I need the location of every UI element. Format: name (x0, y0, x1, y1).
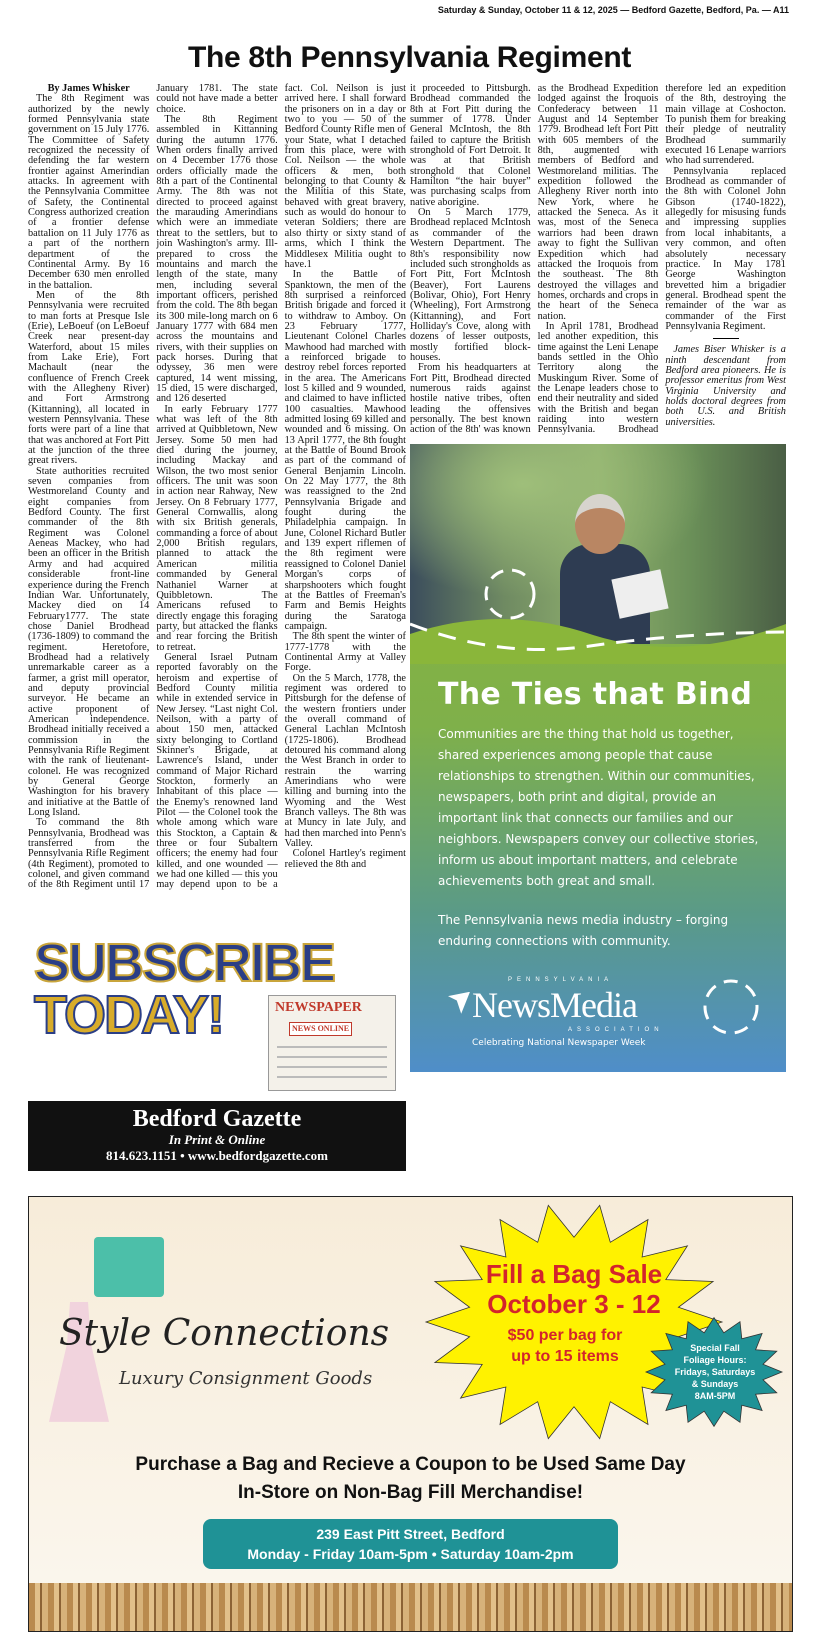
gazette-name: Bedford Gazette (132, 1105, 302, 1132)
newspaper-illustration (268, 995, 396, 1091)
special-hours-line: Foliage Hours: (683, 1354, 747, 1365)
author-bio: James Biser Whisker is a ninth descendant from Bedford area pioneers. He is professor emeritus from West Virginia University and holds doctoral degrees from both U.S. and British universities. (665, 344, 786, 428)
gazette-tagline: In Print & Online (168, 1131, 266, 1147)
article-paragraph: The 8th spent the winter of 1777-1778 with the Continental Army at Valley Forge. (284, 631, 406, 674)
pna-newspaper-week-ad[interactable] (410, 444, 786, 1072)
pna-logo (448, 976, 688, 1052)
logo-name: NewsMedia (472, 984, 637, 1025)
article-paragraph: Colonel Hartley's regiment relieved the 8th and (284, 848, 406, 870)
shopping-bags-strip (29, 1583, 792, 1631)
today-word: TODAY! (34, 984, 224, 1045)
article-paragraph: Pennsylvania replaced Brodhead as commander of the 8th with Colonel John Gibson (1740-1822), allegedly for misusing funds and impressing supplies from local inhabitants, a very common, and often absolutely necessary practice. In May 1781 George Washington brevetted him a brigadier general. Brodhead spent the remainder of the war as commander of the First Pennsylvania Regiment. (665, 165, 786, 332)
upper-page (28, 84, 786, 1171)
article-paragraph: The 8th Regiment assembled in Kittanning during the autumn 1776. When orders finally arrived on 4 December 1776 those orders officially made the 8th a part of the Continental Army. The 8th was not directed to proceed against the marauding Amerindians which were an immediate threat to the settlers, but to join Washington's army. Ill-prepared to cross the mountains and march the length of the state, many men, including several important officers, perished from the cold. The 8th began its 300 mile-long march on 6 January 1777 with 684 men across the mountains and rivers, with their supplies on pack horses. During that odyssey, 36 men were captured, 14 went missing, 15 died, 15 were discharged, and 126 deserted (156, 114, 278, 405)
byline: By James Whisker (47, 83, 130, 94)
sale-title: Fill a Bag Sale (485, 1258, 663, 1289)
limit-line: up to 15 items (511, 1347, 619, 1365)
store-hours: Monday - Friday 10am-5pm • Saturday 10am-2pm (247, 1545, 574, 1562)
article-paragraph: In the Battle of Spanktown, the men of the 8th surprised a reinforced British brigade and forced it to withdraw to Amboy. On 23 February 1777, Lieutenant Colonel Charles Mawhood had marched with a reinforced brigade to destroy rebel forces reported in the area. The Americans lost 5 killed and 9 wounded, and claimed to have inflicted 100 casualties. Mawhood admitted losing 69 killed and wounded and 6 missing. On 13 April 1777, the 8th fought at the Battle of Bound Brook as part of the command of General Benjamin Lincoln. On 22 May 1777, the 8th was reassigned to the 2nd Pennsylvania Brigade and fought during the Philadelphia campaign. In June, Colonel Richard Butler and 139 expert riflemen of the 8th regiment were reassigned to Colonel Daniel Morgan's corps of sharpshooters which fought at the Battles of Freeman's Farm and Bemis Heights during the Saratoga campaign. (284, 269, 406, 632)
news-online-label: NEWS ONLINE (289, 1022, 352, 1036)
article-headline: The 8th Pennsylvania Regiment (187, 41, 632, 74)
left-half (28, 84, 406, 1171)
article-paragraph: From his headquarters at Fort Pitt, Brodhead directed numerous raids against hostile native tribes, often leading the offensives personally. The best known action of the 8th' was known as the Brodhead Expedition lodged against the Iroquois Confederacy between 11 August and 14 September 1779. Brodhead left Fort Pitt with 605 members of the 8th, augmented with members of Bedford and Westmoreland militias. The expedition followed the Allegheny River north into New York, where he attacked the Seneca. As it was, most of the Seneca warriors had been drawn away to fight the Sullivan Expedition which had attacked the Iroquois from the southeast. The 8th destroyed the villages and homes, orchards and crops in the heart of the Seneca nation. (410, 83, 659, 436)
special-hours (660, 1342, 770, 1402)
promo-text (29, 1451, 792, 1507)
sale-price (482, 1325, 648, 1367)
article-paragraph: State authorities recruited seven companies from Westmoreland County and eight companies from Bedford County. The first commander of the 8th Regiment was Colonel Aeneas Mackey, who had been an officer in the British Army and had acquired considerable front-line experience during the French Indian War. Unfortunately, Mackey died on 14 February1777. The state chose Daniel Brodhead (1736-1809) to command the regiment. Heretofore, Brodhead had a relatively unremarkable career as a farmer, a grist mill operator, and deputy provincial surveyor. He became an active proponent of American independence. Brodhead initially received a commission in the Pennsylvania Rifle Regiment with the rank of lieutenant-colonel. He was recognized by General George Washington for his bravery and initiative at the Battle of Long Island. (28, 465, 150, 819)
special-hours-line: Special Fall (690, 1342, 740, 1353)
store-address: 239 East Pitt Street, Bedford (316, 1525, 505, 1542)
article-paragraph: Men of the 8th Pennsylvania were recruited to man forts at Presque Isle (Erie), LeBoeuf (on LeBoeuf Creek near present-day Waterford, about 15 miles from Lake Erie), Fort Machault (near the confluence of French Creek with the Allegheny River) and Fort Armstrong (Kittanning), all located in western Pennsylvania. These forts were part of a line that that was anchored at Fort Pitt at the junction of the three great rivers. (28, 289, 150, 467)
price-line: $50 per bag for (507, 1326, 623, 1344)
divider (713, 338, 739, 339)
article-paragraph: The 8th Regiment was authorized by the newly formed Pennsylvania state government on 15 July 1776. The Committee of Safety recognized the necessity of defending the far western frontier against Amerindian attacks. In agreement with the Pennsylvania Committee of Safety, the Continental Congress authorized creation of a frontier defense battalion on 11 July 1776 as a part of the northern department of the Continental Army. By 16 December 630 men enrolled in the battalion. (28, 93, 150, 291)
subscribe-ad[interactable] (28, 931, 406, 1171)
special-hours-line: & Sundays (691, 1378, 739, 1389)
ad-title: The Ties that Bind (438, 676, 753, 712)
ad-tagline: The Pennsylvania news media industry – forging enduring connections with community. (438, 912, 729, 948)
store-address-box (203, 1519, 618, 1569)
gazette-contact[interactable]: 814.623.1151 • www.bedfordgazette.com (106, 1147, 328, 1163)
dashed-loop-decoration (480, 564, 540, 624)
sale-block (424, 1197, 789, 1447)
special-hours-line: 8AM-5PM (694, 1390, 736, 1401)
special-hours-line: Fridays, Saturdays (674, 1366, 756, 1377)
logo-association: ASSOCIATION (568, 1026, 664, 1033)
article-paragraph: it proceeded to Pittsburgh. Brodhead commanded the 8th at Fort Pitt during the summer of 1778. Under General McIntosh, the 8th failed to capture the British stronghold of Fort Detroit. It was at that British stronghold that Colonel Hamilton “the hair buyer” was purchasing scalps from native aborigine. (410, 83, 531, 208)
style-connections-ad[interactable] (28, 1196, 793, 1632)
article-body-part-1 (28, 84, 406, 891)
article-paragraph: In April 1781, Brodhead led another expedition, this time against the Leni Lenape bands settled in the Ohio Territory along the Muskingum River. Some of the Lenape leaders chose to end their neutrality and sided with the British and began raiding into western Pennsylvania. Brodhead therefore led an expedition of the 8th, destroying the main village at Coshocton. To punish them for breaking their pledge of neutrality Brodhead summarily executed 16 Lenape warriors who had surrendered. (537, 83, 786, 436)
sale-heading (464, 1259, 684, 1319)
brand-subtitle: Luxury Consignment Goods (119, 1367, 373, 1389)
right-half (410, 84, 786, 1072)
pna-logo-mark-icon (448, 992, 470, 1014)
newspaper-masthead: NEWSPAPER (275, 999, 362, 1015)
dashed-loop-decoration (696, 972, 766, 1042)
article-paragraph: To command the 8th Pennsylvania, Brodhead was transferred from the Pennsylvania Rifle Regiment (4th Regiment), promoted to colonel, and given command of the 8th Regiment until 17 January 1781. The state could not have made a better choice. (28, 83, 278, 891)
promo-line-1: Purchase a Bag and Recieve a Coupon to be Used Same Day (135, 1453, 686, 1475)
logo-caption: Celebrating National Newspaper Week (472, 1037, 646, 1048)
brand-block (29, 1197, 424, 1447)
sale-dates: October 3 - 12 (487, 1288, 661, 1319)
handbag-illustration (94, 1237, 164, 1297)
gazette-contact-bar (28, 1101, 406, 1171)
ad-body: Communities are the thing that hold us together, shared experiences among people that cause relationships to strengthen. Within our communities, newspapers, both print and digital, provide an important link that connects our families and our neighbors. Newspapers convey our collective stories, inform us about important matters, and celebrate achievements both great and small. (438, 726, 759, 888)
article-paragraph: General Israel Putnam reported favorably on the heroism and expertise of Bedford County militia while in extended service in New Jersey. “Last night Col. Neilson, with a party of about 150 men, attacked sixty belonging to Cortland Skinner's Brigade, at Lawrence's Island, under command of Major Richard Stockton, formerly an Inhabitant of this place — the Enemy's renowned land Pilot — the Colonel took the whole among which ware this Stockton, a Captain & three or four Subaltern officers; the enemy had four killed, and one wounded — we had one killed — this you may depend upon to be a fact. Col. Neilson is just arrived here. I shall forward the prisoners on in a day or two to you — 50 of the Bedford County Rifle men of your State, what I detached from this place, were with Col. Neilson — the whole officers & men, both belonging to that County & the Militia of this State, behaved with great bravery, such as would do honour to veteran Soldiers; there are also thirty or sixty stand of arms, which I think the Middlesex Militia ought to have.1 (156, 83, 406, 891)
brand-name: Style Connections (59, 1312, 390, 1354)
article-body-part-2 (410, 84, 786, 436)
page-folio: Saturday & Sunday, October 11 & 12, 2025 — Bedford Gazette, Bedford, Pa. — A11 (437, 5, 789, 15)
promo-line-2: In-Store on Non-Bag Fill Merchandise! (237, 1481, 584, 1503)
article-paragraph: In early February 1777 what was left of the 8th arrived at Quibbletown, New Jersey. Some 50 men had died during the journey, including Mackay and Wilson, the two most senior officers. The unit was soon in action near Rahway, New Jersey. On 8 February 1777, General Cornwallis, along with six British generals, commanding a force of about 2,000 British regulars, planned to attack the American militia commanded by General Nathaniel Warner at Quibbletown. The Americans refused to directly engage this foraging party, but attacked the flanks and rear forcing the British to retreat. (156, 403, 278, 653)
ad-top-row (29, 1197, 792, 1447)
green-wave-shape (410, 604, 786, 664)
subscribe-word: SUBSCRIBE (34, 932, 335, 993)
article-paragraph: On the 5 March, 1778, the regiment was ordered to Pittsburgh for the defense of the western frontiers under the overall command of General Lachlan McIntosh (1725-1806). Brodhead detoured his command along the West Branch in order to restrain the warring Amerindians who were killing and burning into the Wyoming and the West Branch valleys. The 8th was at Muncy in late July, and had then marched into Penn's Valley. (284, 672, 406, 850)
logo-state: PENNSYLVANIA (508, 976, 614, 983)
article-paragraph: On 5 March 1779, Brodhead replaced McIntosh as commander of the Western Department. The 8th's responsibility now included such strongholds as Fort Pitt, Fort McIntosh (Beaver), Fort Laurens (Bolivar, Ohio), Fort Henry (Wheeling), Fort Armstrong (Kittanning), and Fort Holliday's Cove, along with dozens of lesser outposts, mostly fortified block-houses. (410, 207, 531, 363)
